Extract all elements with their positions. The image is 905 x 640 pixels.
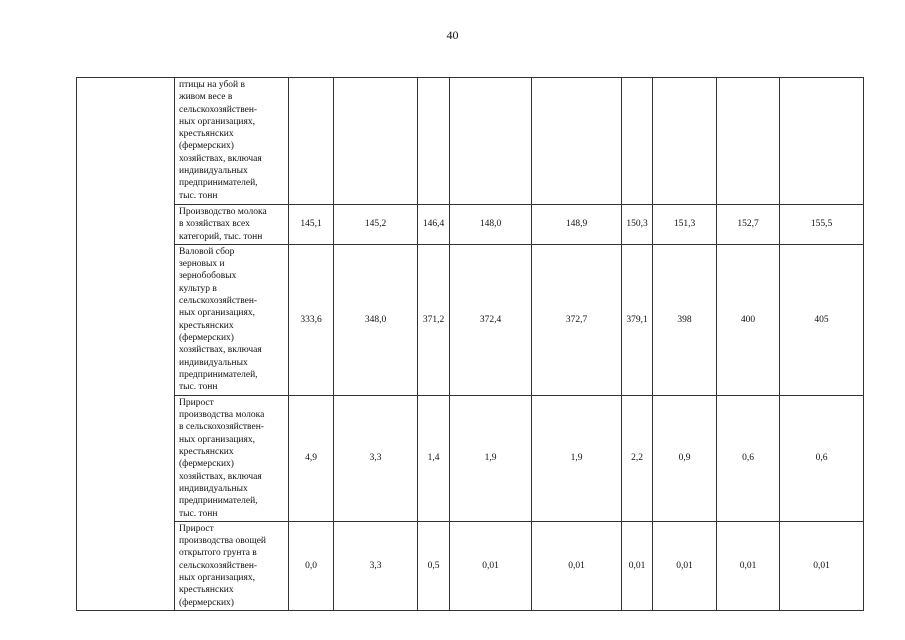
- row-label: Прирост производства молока в сельскохозяйствен- ных организациях, крестьянских (фермерских) хозяйствах, включая индивидуальных предпринимателей, тыс. тонн: [175, 395, 289, 521]
- table-cell: 148,0: [450, 205, 532, 245]
- table-cell: 1,9: [450, 395, 532, 521]
- table-cell: 2,2: [622, 395, 653, 521]
- table-cell: [780, 78, 864, 205]
- table-cell: 333,6: [289, 244, 334, 395]
- table-cell: 0,01: [532, 521, 622, 610]
- table-row: [77, 521, 864, 610]
- row-label: Прирост производства овощей открытого грунта в сельскохозяйствен- ных организациях, крестьянских (фермерских): [175, 521, 289, 610]
- table-cell: 348,0: [334, 244, 418, 395]
- table-cell: 0,6: [717, 395, 780, 521]
- empty-cell: [77, 78, 175, 611]
- table-cell: 146,4: [418, 205, 450, 245]
- table-cell: 379,1: [622, 244, 653, 395]
- table-row: [77, 395, 864, 521]
- table-cell: [653, 78, 717, 205]
- table-cell: 372,7: [532, 244, 622, 395]
- table-row: [77, 244, 864, 395]
- table-cell: 0,01: [622, 521, 653, 610]
- table-cell: 148,9: [532, 205, 622, 245]
- row-label: Валовой сбор зерновых и зернобобовых культур в сельскохозяйствен- ных организациях, крестьянских (фермерских) хозяйствах, включая индивидуальных предпринимателей, тыс. тонн: [175, 244, 289, 395]
- table-cell: [289, 78, 334, 205]
- table-cell: 1,9: [532, 395, 622, 521]
- table-cell: 151,3: [653, 205, 717, 245]
- table-cell: 4,9: [289, 395, 334, 521]
- table-cell: 0,5: [418, 521, 450, 610]
- table-cell: 398: [653, 244, 717, 395]
- row-label: Производство молока в хозяйствах всех категорий, тыс. тонн: [175, 205, 289, 245]
- table-row: [77, 205, 864, 245]
- table-cell: 0,01: [653, 521, 717, 610]
- table-cell: 372,4: [450, 244, 532, 395]
- table-cell: [717, 78, 780, 205]
- table-cell: 371,2: [418, 244, 450, 395]
- table-cell: 0,9: [653, 395, 717, 521]
- table-cell: 0,0: [289, 521, 334, 610]
- data-table: [76, 77, 864, 611]
- table-cell: 155,5: [780, 205, 864, 245]
- table-cell: 150,3: [622, 205, 653, 245]
- table-cell: [622, 78, 653, 205]
- table-cell: [334, 78, 418, 205]
- table-cell: [532, 78, 622, 205]
- table-cell: 0,01: [450, 521, 532, 610]
- table-cell: 152,7: [717, 205, 780, 245]
- table-cell: 0,6: [780, 395, 864, 521]
- table-cell: 145,2: [334, 205, 418, 245]
- table-cell: 405: [780, 244, 864, 395]
- page-number: 40: [446, 28, 459, 42]
- table-cell: [418, 78, 450, 205]
- table-cell: 3,3: [334, 395, 418, 521]
- table-row: [77, 78, 864, 205]
- table-cell: 0,01: [717, 521, 780, 610]
- table-cell: 400: [717, 244, 780, 395]
- table-cell: 0,01: [780, 521, 864, 610]
- table-cell: [450, 78, 532, 205]
- table-cell: 1,4: [418, 395, 450, 521]
- row-label: птицы на убой в живом весе в сельскохозяйствен- ных организациях, крестьянских (фермерских) хозяйствах, включая индивидуальных предпринимателей, тыс. тонн: [175, 78, 289, 205]
- table-cell: 145,1: [289, 205, 334, 245]
- table-cell: 3,3: [334, 521, 418, 610]
